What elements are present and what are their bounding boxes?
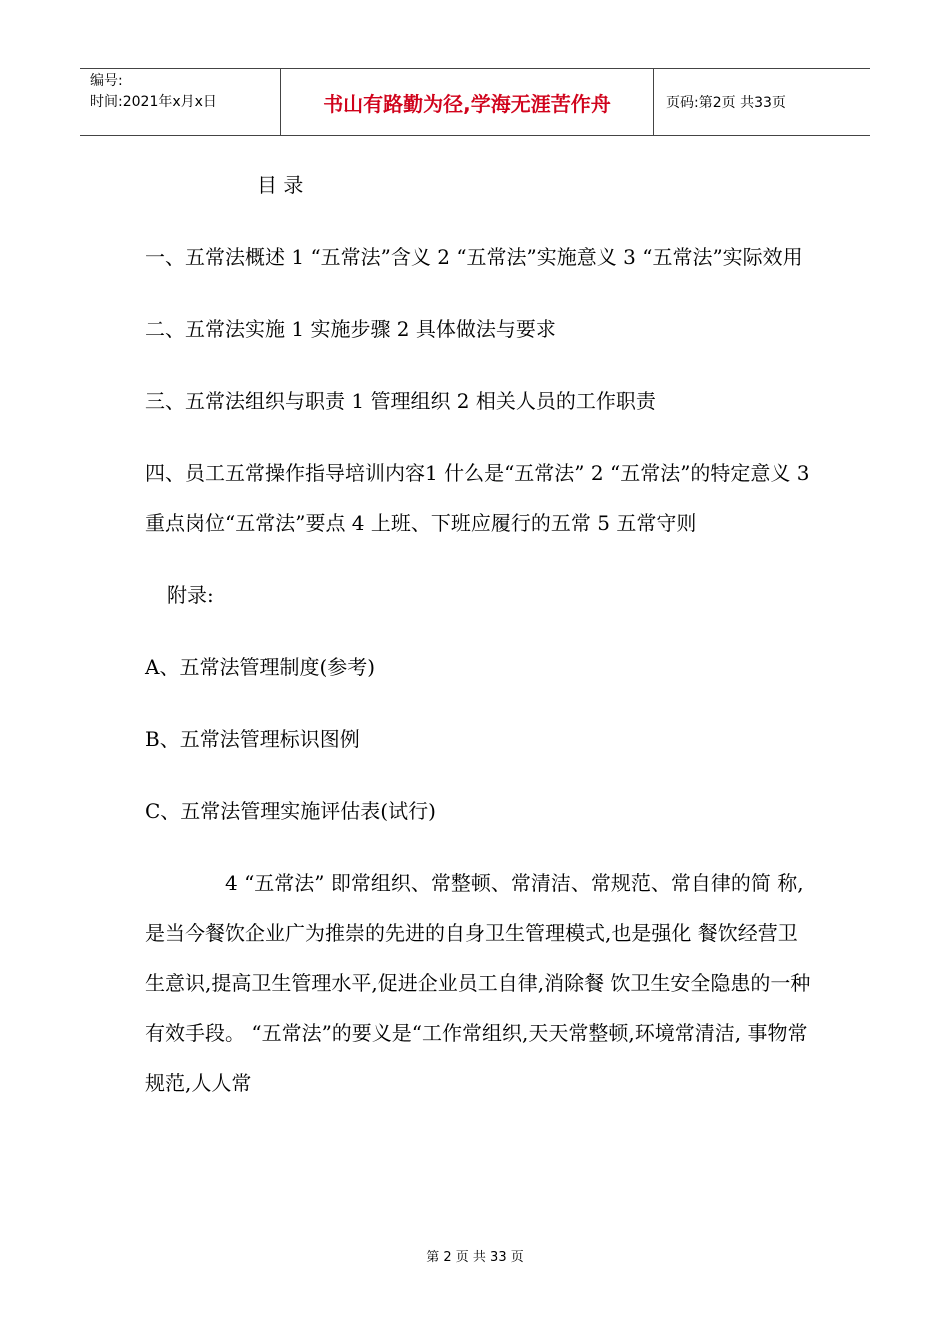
body-paragraph: 4 “五常法” 即常组织、常整顿、常清洁、常规范、常自律的简 称,是当今餐饮企业广为推崇的先进的自身卫生管理模式,也是强化 餐饮经营卫生意识,提高卫生管理水平,促进企业员工自律,消除餐 饮卫生安全隐患的一种有效手段。 “五常法”的要义是“工作常组织,天天常整顿,环境常清洁, 事物常规范,人人常 [145, 871, 811, 1095]
toc-item: 三、五常法组织与职责 1 管理组织 2 相关人员的工作职责 [145, 389, 656, 413]
time-label: 时间:2021年x月x日 [90, 94, 217, 110]
number-label: 编号: [90, 73, 123, 89]
appendix-title: 附录: [167, 583, 214, 607]
appendix-item: C、五常法管理实施评估表(试行) [145, 799, 436, 823]
appendix-item: B、五常法管理标识图例 [145, 727, 360, 751]
toc-item: 四、员工五常操作指导培训内容1 什么是“五常法” 2 “五常法”的特定意义 3 重点岗位“五常法”要点 4 上班、下班应履行的五常 5 五常守则 [145, 461, 810, 535]
header-info-cell [80, 69, 281, 135]
page-footer: 第 2 页 共 33 页 [426, 1250, 524, 1265]
document-body [145, 160, 815, 1108]
page-header [80, 68, 870, 136]
appendix-item: A、五常法管理制度(参考) [145, 655, 376, 679]
toc-item: 二、五常法实施 1 实施步骤 2 具体做法与要求 [145, 317, 556, 341]
toc-title: 目 录 [257, 173, 304, 197]
header-motto: 书山有路勤为径,学海无涯苦作舟 [281, 69, 654, 135]
toc-item: 一、五常法概述 1 “五常法”含义 2 “五常法”实施意义 3 “五常法”实际效用 [145, 245, 803, 269]
header-page-info: 页码:第2页 共33页 [666, 95, 786, 111]
